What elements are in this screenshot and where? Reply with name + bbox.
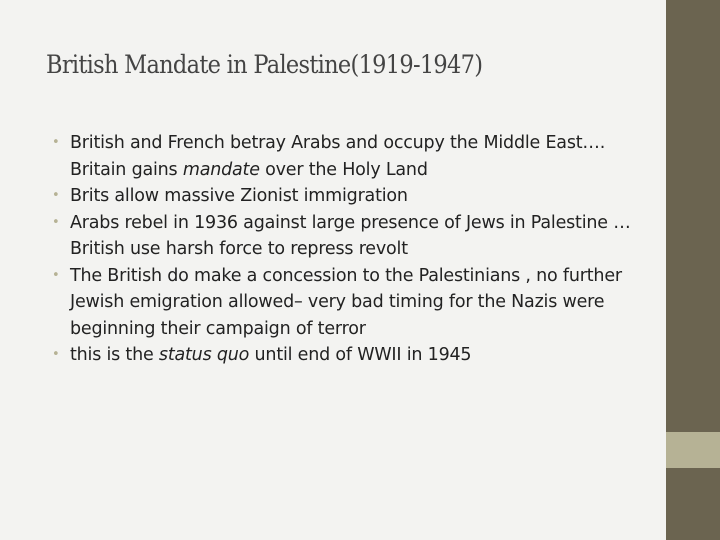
sidebar-dark-band — [666, 0, 720, 432]
bullet-item-2 — [52, 183, 632, 210]
bullet-text: this is the — [70, 345, 159, 365]
bullet-list — [52, 130, 632, 369]
bullet-item-3 — [52, 210, 632, 263]
bullet-icon: • — [52, 267, 60, 283]
bullet-icon: • — [52, 347, 60, 362]
bullet-text-tail: until end of WWII in 1945 — [249, 345, 472, 365]
bullet-icon: • — [52, 188, 60, 203]
bullet-item-4 — [52, 263, 632, 343]
bullet-icon: • — [52, 135, 60, 150]
bullet-text: Brits allow massive Zionist immigration — [70, 186, 408, 206]
bullet-item-1 — [52, 130, 632, 183]
bullet-emphasis: status quo — [158, 345, 250, 365]
bullet-text-tail: over the Holy Land — [259, 159, 428, 180]
sidebar-light-band — [666, 432, 720, 468]
slide-title: British Mandate in Palestine(1919-1947) — [46, 50, 483, 79]
sidebar-bottom-band — [666, 468, 720, 540]
bullet-text: The British do make a concession to the Palestinians , no further Jewish emigration allowed– very bad timing for the Nazis were beginning their campaign of terror — [70, 265, 622, 339]
decorative-sidebar — [666, 0, 720, 540]
bullet-text: British and French betray Arabs and occupy the Middle East…. Britain gains — [70, 133, 606, 180]
bullet-emphasis: mandate — [182, 159, 260, 180]
bullet-icon: • — [52, 214, 60, 230]
bullet-item-5 — [52, 342, 632, 369]
bullet-text: Arabs rebel in 1936 against large presence of Jews in Palestine … British use harsh force to repress revolt — [70, 212, 631, 259]
